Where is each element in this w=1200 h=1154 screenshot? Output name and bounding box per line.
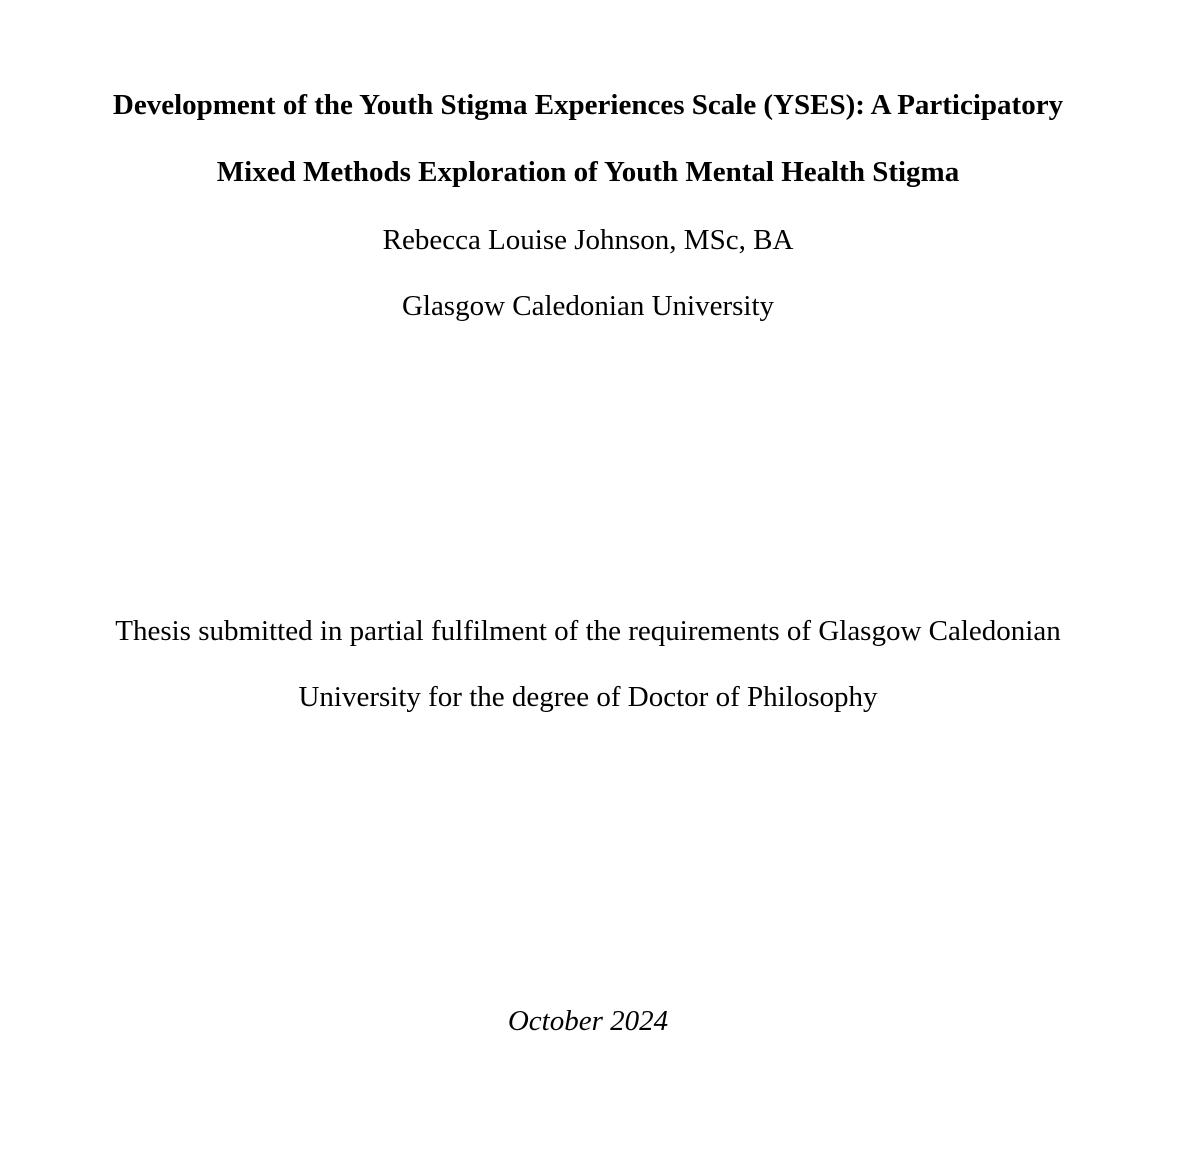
author-name: Rebecca Louise Johnson, MSc, BA bbox=[382, 224, 794, 256]
submission-date: October 2024 bbox=[507, 1005, 669, 1037]
submission-statement-line-1: Thesis submitted in partial fulfilment of the requirements of Glasgow Caledonian bbox=[115, 615, 1061, 647]
author-affiliation: Glasgow Caledonian University bbox=[401, 290, 775, 322]
thesis-title-line-2: Mixed Methods Exploration of Youth Mental Health Stigma bbox=[216, 156, 960, 188]
submission-statement-line-2: University for the degree of Doctor of Philosophy bbox=[298, 681, 878, 713]
thesis-title-line-1: Development of the Youth Stigma Experiences Scale (YSES): A Participatory bbox=[112, 89, 1064, 121]
